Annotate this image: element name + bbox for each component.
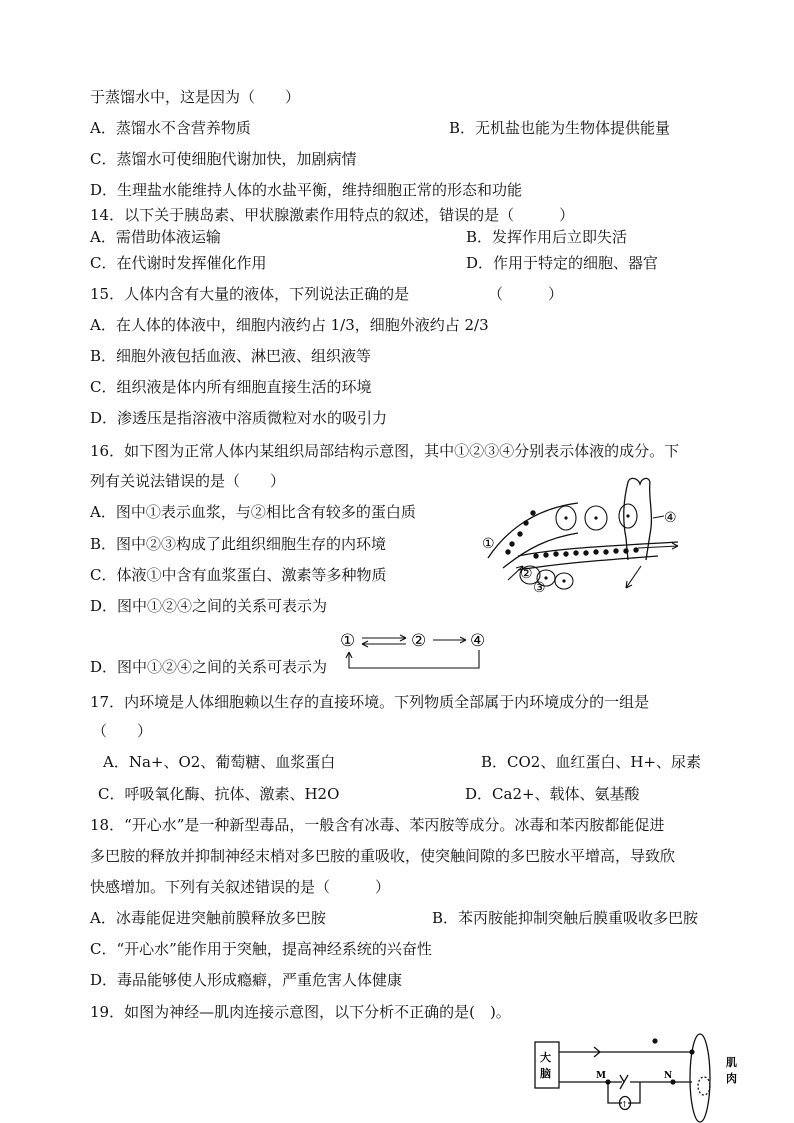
- q19-stem: 19．如图为神经—肌肉连接示意图，以下分析不正确的是( )。: [90, 1003, 511, 1021]
- q13-option-d: D．生理盐水能维持人体的水盐平衡，维持细胞正常的形态和功能: [90, 181, 523, 199]
- q18-stem-line2: 多巴胺的释放并抑制神经末梢对多巴胺的重吸收，使突触间隙的多巴胺水平增高，导致欣: [90, 847, 676, 865]
- q15-stem: 15．人体内含有大量的液体，下列说法正确的是: [90, 285, 410, 303]
- q14-option-d: D．作用于特定的细胞、器官: [466, 254, 659, 272]
- q17-stem: 17．内环境是人体细胞赖以生存的直接环境。下列物质全部属于内环境成分的一组是: [90, 693, 650, 711]
- q16-option-d-line2: D．图中①②④之间的关系可表示为: [90, 658, 328, 676]
- q14-option-c: C．在代谢时发挥催化作用: [90, 254, 267, 272]
- flow-relationship-figure: [338, 628, 498, 674]
- fig-muscle-label-1: 肌: [726, 1056, 737, 1069]
- q14-option-a: A．需借助体液运输: [90, 228, 221, 246]
- q18-option-a: A．冰毒能促进突触前膜释放多巴胺: [90, 909, 326, 927]
- q18-stem-line3: 快感增加。下列有关叙述错误的是（ ）: [90, 878, 391, 896]
- q13-stem-tail: 于蒸馏水中，这是因为（ ）: [90, 88, 301, 106]
- fig-point-m: M: [596, 1071, 606, 1081]
- q17-option-d: D．Ca2+、载体、氨基酸: [465, 785, 640, 803]
- q17-option-b: B．CO2、血红蛋白、H+、尿素: [481, 753, 701, 771]
- fig-label-2: ②: [520, 566, 533, 582]
- q16-stem-line1: 16．如下图为正常人体内某组织局部结构示意图，其中①②③④分别表示体液的成分。下: [90, 442, 680, 460]
- fig-label-4: ④: [664, 510, 677, 526]
- fig-label-1: ①: [482, 536, 495, 552]
- flow-node-2: ②: [411, 631, 427, 651]
- flow-node-1: ①: [340, 631, 356, 651]
- fig-brain-label-2: 脑: [540, 1067, 551, 1080]
- q18-option-c: C．“开心水”能作用于突触，提高神经系统的兴奋性: [90, 940, 432, 958]
- fig-brain-label-1: 大: [540, 1051, 551, 1064]
- q15-option-a: A．在人体的体液中，细胞内液约占 1/3，细胞外液约占 2/3: [90, 316, 489, 334]
- galvanometer-icon: ↑: [621, 1100, 628, 1109]
- nerve-muscle-figure: [532, 1030, 752, 1122]
- q15-option-d: D．渗透压是指溶液中溶质微粒对水的吸引力: [90, 409, 388, 427]
- q16-option-c: C．体液①中含有血浆蛋白、激素等多种物质: [90, 566, 387, 584]
- q18-option-d: D．毒品能够使人形成瘾癖，严重危害人体健康: [90, 971, 403, 989]
- fig-muscle-label-2: 肉: [726, 1072, 737, 1085]
- q17-answer-paren: （ ）: [92, 722, 153, 740]
- q16-option-b: B．图中②③构成了此组织细胞生存的内环境: [90, 535, 387, 553]
- q15-option-b: B．细胞外液包括血液、淋巴液、组织液等: [90, 347, 372, 365]
- q14-option-b: B．发挥作用后立即失活: [466, 228, 628, 246]
- q17-option-a: A．Na+、O2、葡萄糖、血浆蛋白: [103, 753, 336, 771]
- q16-stem-line2: 列有关说法错误的是（ ）: [90, 472, 286, 490]
- q18-option-b: B．苯丙胺能抑制突触后膜重吸收多巴胺: [432, 909, 699, 927]
- q17-option-c: C．呼吸氧化酶、抗体、激素、H2O: [98, 785, 340, 803]
- tissue-structure-figure: [478, 478, 698, 598]
- q13-option-c: C．蒸馏水可使细胞代谢加快，加剧病情: [90, 150, 357, 168]
- q18-stem-line1: 18．“开心水”是一种新型毒品，一般含有冰毒、苯丙胺等成分。冰毒和苯丙胺都能促进: [90, 816, 665, 834]
- q13-option-b: B．无机盐也能为生物体提供能量: [449, 119, 671, 137]
- q16-option-a: A．图中①表示血浆，与②相比含有较多的蛋白质: [90, 503, 416, 521]
- q15-option-c: C．组织液是体内所有细胞直接生活的环境: [90, 378, 372, 396]
- q15-answer-paren: （ ）: [488, 285, 564, 303]
- fig-point-n: N: [664, 1071, 673, 1081]
- q13-option-a: A．蒸馏水不含营养物质: [90, 119, 251, 137]
- flow-node-4: ④: [470, 631, 486, 651]
- fig-label-3: ③: [533, 580, 546, 596]
- q14-stem: 14．以下关于胰岛素、甲状腺激素作用特点的叙述，错误的是（ ）: [90, 206, 575, 224]
- q16-option-d-line1: D．图中①②④之间的关系可表示为: [90, 597, 328, 615]
